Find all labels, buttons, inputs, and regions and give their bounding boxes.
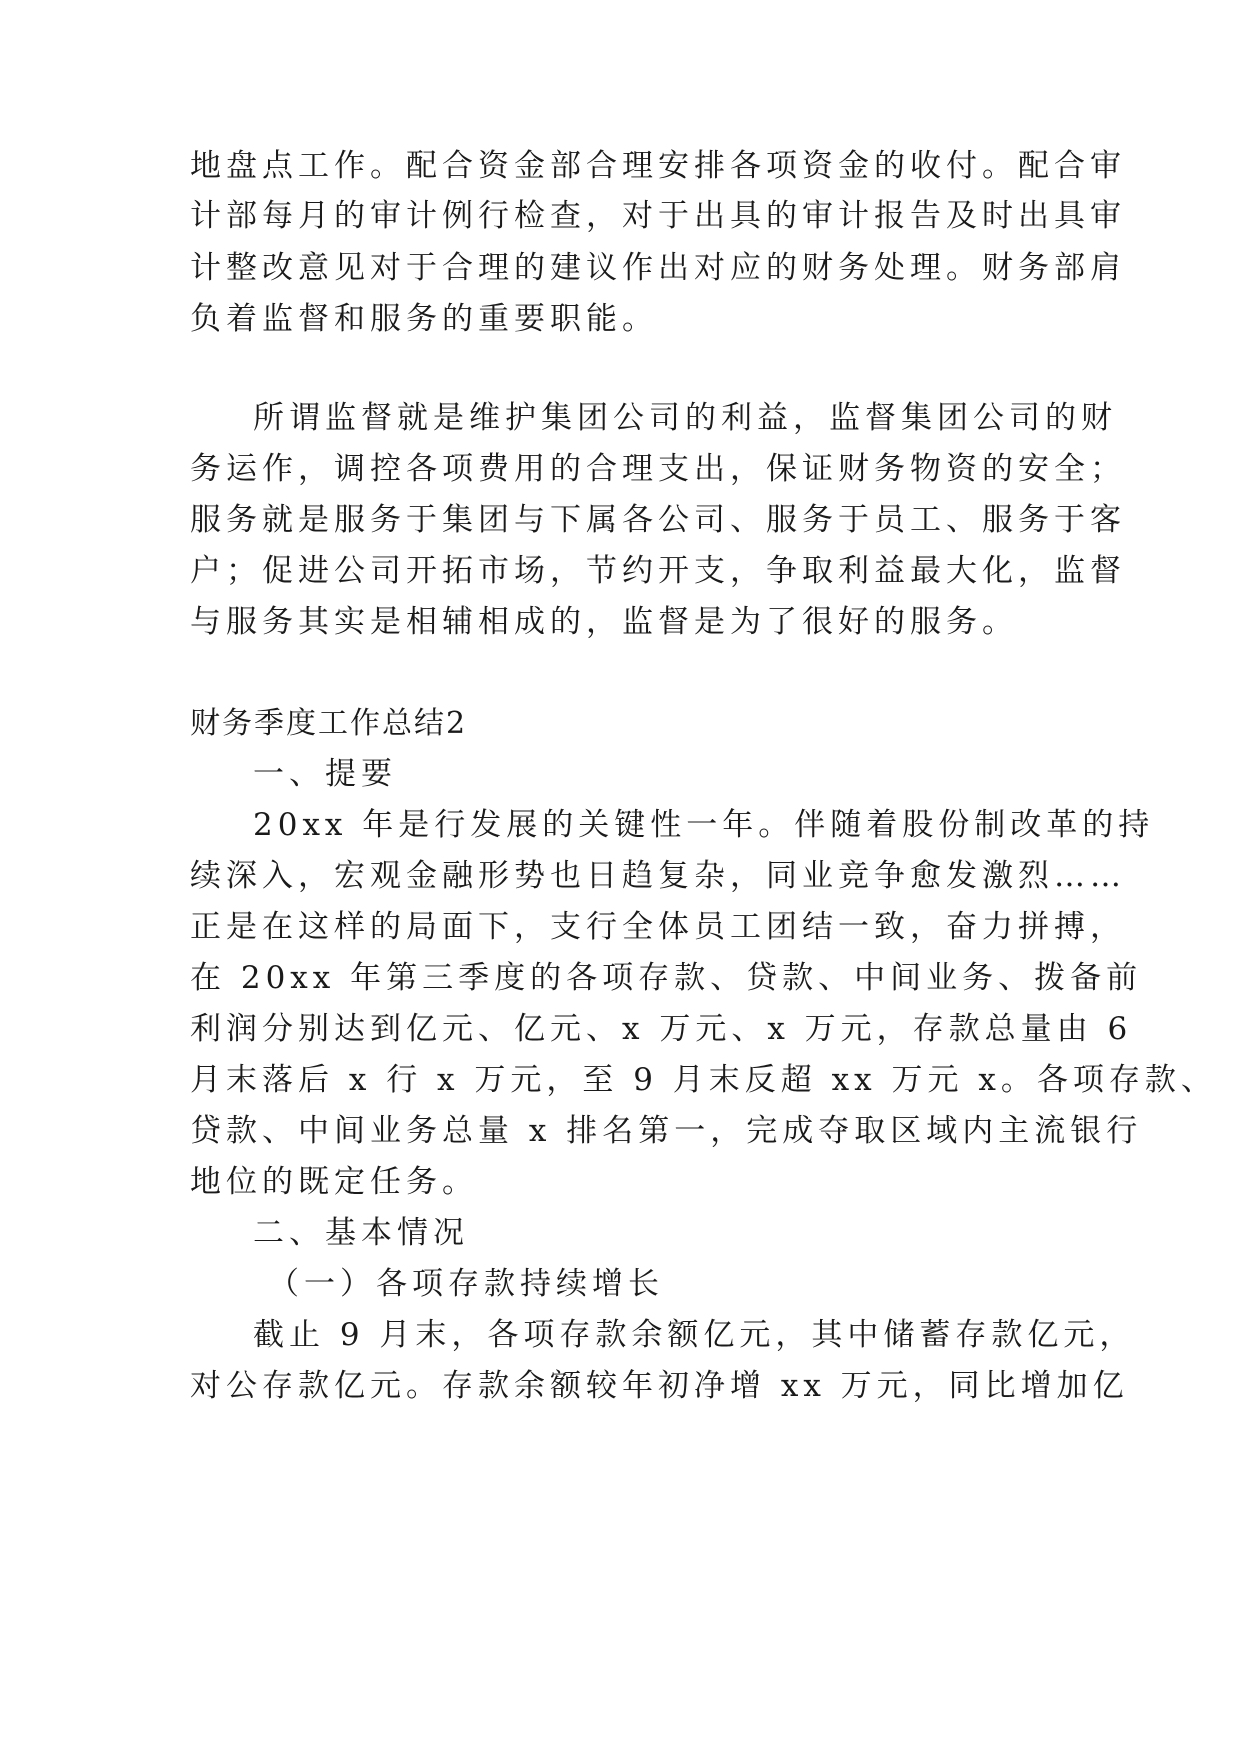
- paragraph-line: 与服务其实是相辅相成的，监督是为了很好的服务。: [190, 604, 1018, 640]
- section-heading: 二、基本情况: [253, 1215, 469, 1251]
- paragraph-line: 正是在这样的局面下，支行全体员工团结一致，奋力拼搏，: [190, 909, 1126, 945]
- paragraph-line: 所谓监督就是维护集团公司的利益，监督集团公司的财: [253, 400, 1117, 436]
- paragraph-line: 务运作，调控各项费用的合理支出，保证财务物资的安全；: [190, 451, 1126, 487]
- paragraph-line: 在 20xx 年第三季度的各项存款、贷款、中间业务、拨备前: [190, 960, 1143, 996]
- paragraph-line: 续深入，宏观金融形势也日趋复杂，同业竞争愈发激烈……: [190, 858, 1126, 894]
- paragraph-line: 贷款、中间业务总量 x 排名第一，完成夺取区域内主流银行: [190, 1113, 1143, 1149]
- paragraph-line: 服务就是服务于集团与下属各公司、服务于员工、服务于客: [190, 502, 1126, 538]
- paragraph-line: 地盘点工作。配合资金部合理安排各项资金的收付。配合审: [190, 148, 1126, 184]
- paragraph-line: 计整改意见对于合理的建议作出对应的财务处理。财务部肩: [190, 250, 1126, 286]
- paragraph-line: 地位的既定任务。: [190, 1164, 478, 1200]
- subsection-heading: （一）各项存款持续增长: [268, 1266, 664, 1302]
- paragraph-line: 利润分别达到亿元、亿元、x 万元、x 万元，存款总量由 6: [190, 1011, 1133, 1047]
- section-title: 财务季度工作总结2: [190, 706, 468, 741]
- paragraph-line: 计部每月的审计例行检查，对于出具的审计报告及时出具审: [190, 198, 1126, 234]
- paragraph-line: 负着监督和服务的重要职能。: [190, 301, 658, 337]
- paragraph-line: 月末落后 x 行 x 万元，至 9 月末反超 xx 万元 x。各项存款、: [190, 1062, 1217, 1098]
- paragraph-line: 20xx 年是行发展的关键性一年。伴随着股份制改革的持: [253, 807, 1155, 843]
- paragraph-line: 户；促进公司开拓市场，节约开支，争取利益最大化，监督: [190, 553, 1126, 589]
- paragraph-line: 对公存款亿元。存款余额较年初净增 xx 万元，同比增加亿: [190, 1368, 1129, 1404]
- paragraph-line: 截止 9 月末，各项存款余额亿元，其中储蓄存款亿元，: [253, 1317, 1136, 1353]
- section-heading: 一、提要: [253, 756, 397, 792]
